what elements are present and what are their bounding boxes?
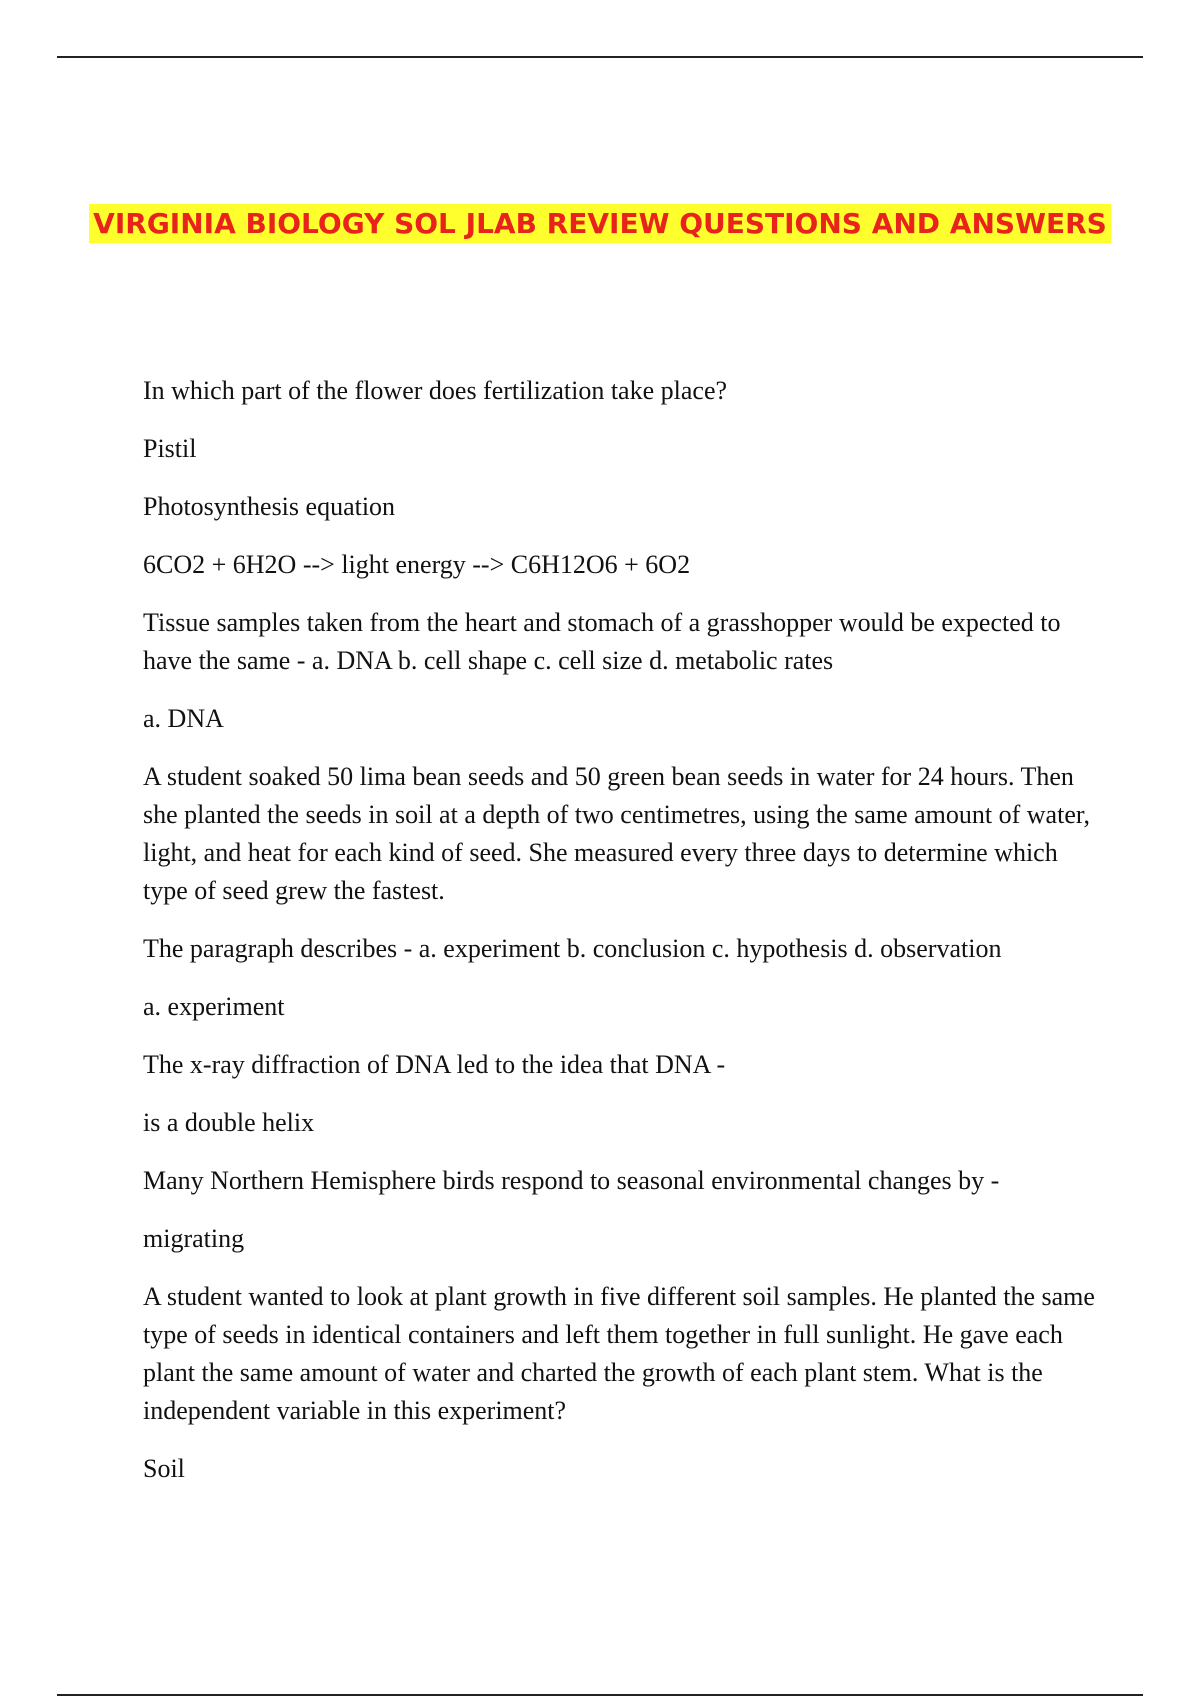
question-4: The paragraph describes - a. experiment b. conclusion c. hypothesis d. observation — [143, 934, 1002, 963]
document-body — [143, 372, 1103, 1508]
top-rule — [57, 56, 1143, 58]
answer-2: 6CO2 + 6H2O --> light energy --> C6H12O6 + 6O2 — [143, 550, 691, 579]
answer-5: is a double helix — [143, 1108, 315, 1137]
question-1: In which part of the flower does fertilization take place? — [143, 376, 728, 405]
question-7: A student wanted to look at plant growth in five different soil samples. He planted the same type of seeds in identical containers and left them together in full sunlight. He gave each plant the same amount of water and charted the growth of each plant stem. What is the independent variable in this experiment? — [143, 1282, 1095, 1425]
question-3: Tissue samples taken from the heart and stomach of a grasshopper would be expected to have the same - a. DNA b. cell shape c. cell size d. metabolic rates — [143, 608, 1061, 675]
document-title-text: VIRGINIA BIOLOGY SOL JLAB REVIEW QUESTIONS AND ANSWERS — [89, 204, 1111, 243]
answer-3: a. DNA — [143, 704, 224, 733]
question-2: Photosynthesis equation — [143, 492, 396, 521]
bottom-rule — [57, 1694, 1143, 1696]
answer-6: migrating — [143, 1224, 245, 1253]
answer-1: Pistil — [143, 434, 197, 463]
answer-4: a. experiment — [143, 992, 285, 1021]
question-6: Many Northern Hemisphere birds respond to seasonal environmental changes by - — [143, 1166, 1000, 1195]
answer-7: Soil — [143, 1454, 185, 1483]
scenario-paragraph: A student soaked 50 lima bean seeds and 50 green bean seeds in water for 24 hours. Then she planted the seeds in soil at a depth of two centimetres, using the same amount of water, light, and heat for each kind of seed. She measured every three days to determine which type of seed grew the fastest. — [143, 762, 1090, 905]
document-title — [0, 200, 1200, 248]
question-5: The x-ray diffraction of DNA led to the idea that DNA - — [143, 1050, 726, 1079]
